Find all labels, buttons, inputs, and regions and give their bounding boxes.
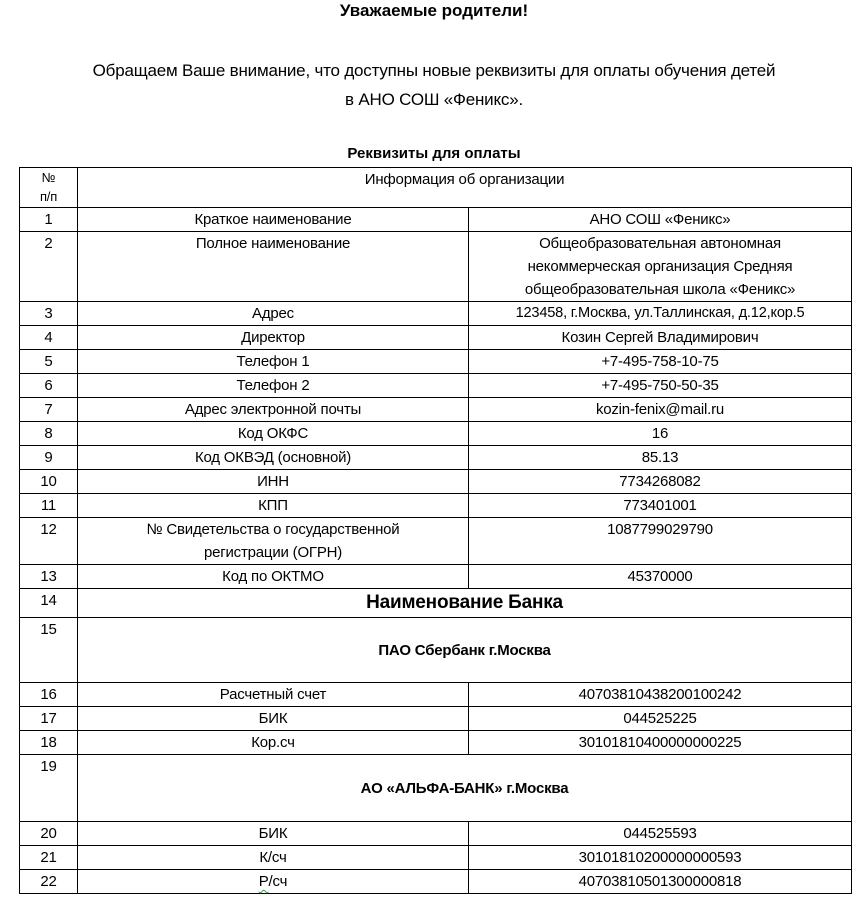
row-value: Козин Сергей Владимирович: [469, 326, 852, 350]
row-label: Полное наименование: [78, 232, 469, 302]
row-label: Код ОКФС: [78, 422, 469, 446]
row-num: 7: [20, 398, 78, 422]
row-value: Общеобразовательная автономная некоммерческая организация Средняя общеобразовательная школа «Феникс»: [469, 232, 852, 302]
row-value: 85.13: [469, 446, 852, 470]
row-num: 20: [20, 822, 78, 846]
bank-name-alfabank: АО «АЛЬФА-БАНК» г.Москва: [78, 755, 852, 822]
notice-line-2: в АНО СОШ «Феникс».: [345, 90, 523, 109]
table-row: [20, 208, 852, 232]
row-label: БИК: [78, 822, 469, 846]
row-value: 16: [469, 422, 852, 446]
row-num: 10: [20, 470, 78, 494]
row-num: 5: [20, 350, 78, 374]
header-info-cell: Информация об организации: [78, 168, 852, 208]
header-num-abbr: п/п: [39, 189, 58, 204]
row-value: 30101810200000000593: [469, 846, 852, 870]
table-row: [20, 822, 852, 846]
row-num: 16: [20, 683, 78, 707]
table-row: [20, 374, 852, 398]
row-label-rest: /сч: [268, 873, 288, 890]
header-num-symbol: №: [41, 170, 56, 185]
row-value: 7734268082: [469, 470, 852, 494]
row-label: Расчетный счет: [78, 683, 469, 707]
row-num: 1: [20, 208, 78, 232]
row-label: Краткое наименование: [78, 208, 469, 232]
row-label: Код ОКВЭД (основной): [78, 446, 469, 470]
row-label: [78, 870, 469, 894]
row-label: БИК: [78, 707, 469, 731]
table-row: [20, 846, 852, 870]
row-value: +7-495-750-50-35: [469, 374, 852, 398]
table-row: [20, 731, 852, 755]
bank-section-row: [20, 589, 852, 618]
payment-details-table: [19, 167, 852, 894]
table-row: [20, 683, 852, 707]
row-label: К/сч: [78, 846, 469, 870]
row-label: КПП: [78, 494, 469, 518]
row-num: 21: [20, 846, 78, 870]
bank-name-row: [20, 755, 852, 822]
greeting-heading: Уважаемые родители!: [339, 1, 529, 20]
row-value: 40703810438200100242: [469, 683, 852, 707]
header-num-cell: [20, 168, 78, 208]
row-label: Адрес электронной почты: [78, 398, 469, 422]
row-num: 19: [20, 755, 78, 822]
row-label: Директор: [78, 326, 469, 350]
table-row: [20, 565, 852, 589]
row-value: 044525593: [469, 822, 852, 846]
table-row: [20, 446, 852, 470]
row-num: 2: [20, 232, 78, 302]
table-header-row: [20, 168, 852, 208]
row-value: 45370000: [469, 565, 852, 589]
row-value: 30101810400000000225: [469, 731, 852, 755]
row-label: Код по ОКТМО: [78, 565, 469, 589]
table-row: [20, 350, 852, 374]
row-value: 044525225: [469, 707, 852, 731]
notice-line-1: Обращаем Ваше внимание, что доступны новые реквизиты для оплаты обучения детей: [92, 61, 776, 80]
row-num: 3: [20, 302, 78, 326]
row-label: Телефон 2: [78, 374, 469, 398]
bank-name-sberbank: ПАО Сбербанк г.Москва: [78, 618, 852, 683]
row-num: 6: [20, 374, 78, 398]
table-row: [20, 422, 852, 446]
bank-name-row: [20, 618, 852, 683]
row-num: 15: [20, 618, 78, 683]
table-row: [20, 470, 852, 494]
table-row: [20, 518, 852, 565]
row-num: 8: [20, 422, 78, 446]
table-row: [20, 870, 852, 894]
notice-paragraph: [0, 56, 868, 114]
row-num: 13: [20, 565, 78, 589]
row-label: ИНН: [78, 470, 469, 494]
table-row: [20, 398, 852, 422]
row-value: +7-495-758-10-75: [469, 350, 852, 374]
table-row: [20, 302, 852, 326]
table-row: [20, 494, 852, 518]
row-value: 123458, г.Москва, ул.Таллинская, д.12,кор.5: [469, 302, 852, 326]
row-num: 11: [20, 494, 78, 518]
row-num: 12: [20, 518, 78, 565]
row-num: 4: [20, 326, 78, 350]
row-label: № Свидетельства о государственной регистрации (ОГРН): [78, 518, 469, 565]
row-num: 18: [20, 731, 78, 755]
bank-section-title: Наименование Банка: [78, 589, 852, 618]
row-num: 9: [20, 446, 78, 470]
row-value: kozin-fenix@mail.ru: [469, 398, 852, 422]
row-num: 22: [20, 870, 78, 894]
row-value: 1087799029790: [469, 518, 852, 565]
table-caption: Реквизиты для оплаты: [347, 145, 521, 162]
row-label: Адрес: [78, 302, 469, 326]
row-label: Телефон 1: [78, 350, 469, 374]
row-num: 14: [20, 589, 78, 618]
row-value: 40703810501300000818: [469, 870, 852, 894]
row-num: 17: [20, 707, 78, 731]
row-label: Кор.сч: [78, 731, 469, 755]
table-row: [20, 707, 852, 731]
table-row: [20, 326, 852, 350]
table-row: [20, 232, 852, 302]
spellcheck-marked-text: Р: [258, 873, 269, 890]
row-value: 773401001: [469, 494, 852, 518]
row-value: АНО СОШ «Феникс»: [469, 208, 852, 232]
